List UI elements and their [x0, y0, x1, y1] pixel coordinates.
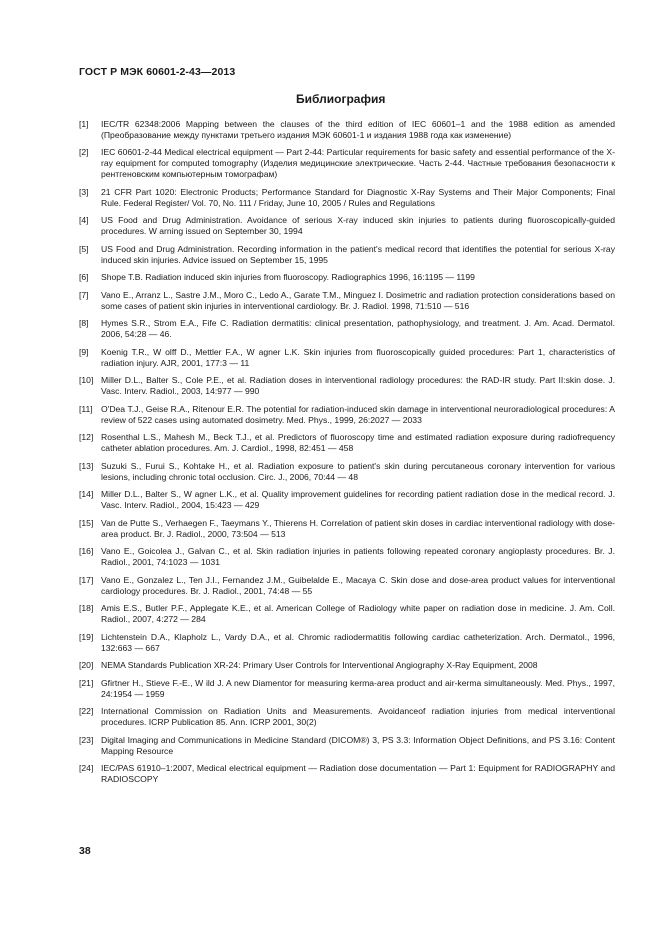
reference-text: IEC/TR 62348:2006 Mapping between the clauses of the third edition of IEC 60601–1 and the 1988 edition as amended (Преобразование между пунктами третьего издания МЭК 60601-1 и издания 1988 года как изменение) — [101, 119, 615, 140]
reference-number: [20] — [79, 660, 94, 671]
reference-item — [79, 187, 615, 209]
reference-text: Amis E.S., Butler P.F., Applegate K.E., et al. American College of Radiology white paper on radiation dose in medicine. J. Am. Coll. Radiol., 2007, 4:272 — 284 — [101, 603, 615, 625]
reference-item — [79, 347, 615, 369]
reference-text: Gfirtner H., Stieve F.-E., W ild J. A new Diamentor for measuring kerma-area product and air-kerma simultaneously. Med. Phys., 1997, 24:1954 — 1959 — [101, 677, 615, 699]
reference-text: US Food and Drug Administration. Recording information in the patient's medical record that identifies the potential for serious X-ray induced skin injuries. Advice issued on September 15, 1995 — [101, 243, 615, 265]
bibliography-list — [79, 119, 615, 792]
reference-item — [79, 318, 615, 340]
reference-item — [79, 706, 615, 728]
reference-number: [12] — [79, 432, 94, 443]
reference-item — [79, 432, 615, 454]
reference-text: Digital Imaging and Communications in Medicine Standard (DICOM®) 3, PS 3.3: Information Object Definitions, and PS 3.16: Content Mapping Resource — [101, 734, 615, 756]
reference-item — [79, 147, 615, 179]
reference-item — [79, 272, 615, 283]
reference-text: Vano E., Goicolea J., Galvan C., et al. Skin radiation injuries in patients following repeated coronary angioplasty procedures. Br. J. Radiol., 2001, 74:1023 — 1031 — [101, 546, 615, 568]
reference-item — [79, 678, 615, 700]
reference-item — [79, 290, 615, 312]
reference-number: [3] — [79, 186, 89, 197]
reference-number: [1] — [79, 119, 89, 129]
reference-item — [79, 518, 615, 540]
reference-text: Miller D.L., Balter S., Cole P.E., et al. Radiation doses in interventional radiology procedures: the RAD-IR study. Part II:skin dose. J. Vasc. Interv. Radiol., 2003, 14:977 — 990 — [101, 375, 615, 397]
reference-item — [79, 632, 615, 654]
reference-text: O'Dea T.J., Geise R.A., Ritenour E.R. The potential for radiation-induced skin damage in interventional neuroradiological procedures: A review of 522 cases using automated dosimetry. Med. Phys., 1999, 26:2027 — 2033 — [101, 403, 615, 425]
reference-number: [23] — [79, 734, 94, 745]
reference-item — [79, 215, 615, 237]
reference-item — [79, 244, 615, 266]
reference-number: [24] — [79, 763, 94, 774]
page-title: Библиография — [296, 92, 386, 106]
reference-text: Lichtenstein D.A., Klapholz L., Vardy D.A., et al. Chromic radiodermatitis following cardiac catheterization. Arch. Dermatol., 1996, 132:663 — 667 — [101, 631, 615, 653]
reference-item — [79, 546, 615, 568]
reference-number: [4] — [79, 215, 89, 226]
reference-number: [10] — [79, 375, 94, 386]
reference-number: [9] — [79, 346, 89, 357]
page-number: 38 — [79, 845, 91, 857]
reference-text: 21 CFR Part 1020: Electronic Products; Performance Standard for Diagnostic X-Ray Systems and Their Major Components; Final Rule. Federal Register/ Vol. 70, No. 111 / Friday, June 10, 2005 / Rules and Regulations — [101, 186, 615, 208]
reference-text: Koenig T.R., W olff D., Mettler F.A., W agner L.K. Skin injuries from fluoroscopically guided procedures: Part 1, characteristics of radiation injury. AJR, 2001, 177:3 — 11 — [101, 346, 615, 368]
reference-number: [8] — [79, 318, 89, 329]
reference-number: [18] — [79, 603, 94, 614]
reference-text: Miller D.L., Balter S., W agner L.K., et al. Quality improvement guidelines for recording patient radiation dose in the medical record. J. Vasc. Interv. Radiol., 2004, 15:423 — 429 — [101, 489, 615, 511]
reference-number: [16] — [79, 546, 94, 557]
reference-text: Van de Putte S., Verhaegen F., Taeymans Y., Thierens H. Correlation of patient skin doses in cardiac interventional radiology with dose-area product. Br. J. Radiol., 2000, 73:504 — 513 — [101, 517, 615, 539]
reference-text: Vano E., Arranz L., Sastre J.M., Moro C., Ledo A., Garate T.M., Minguez I. Dosimetric and radiation protection considerations based on some cases of patient skin injuries in interventional cardiology. Br. J. Radiol. 1998, 71:510 — 516 — [101, 289, 615, 311]
reference-number: [6] — [79, 272, 89, 283]
reference-item — [79, 660, 615, 671]
reference-number: [7] — [79, 289, 89, 300]
reference-item — [79, 461, 615, 483]
reference-number: [13] — [79, 460, 94, 471]
document-header: ГОСТ Р МЭК 60601-2-43—2013 — [79, 66, 236, 78]
reference-item — [79, 575, 615, 597]
reference-item — [79, 119, 615, 141]
reference-number: [22] — [79, 706, 94, 717]
reference-text: NEMA Standards Publication XR-24: Primary User Controls for Interventional Angiography X-Ray Equipment, 2008 — [101, 660, 538, 671]
reference-number: [11] — [79, 403, 93, 414]
reference-text: IEC 60601-2-44 Medical electrical equipment — Part 2-44: Particular requirements for basic safety and essential performance of the X-ray equipment for computed tomography (Изделия медицинские электрические. Часть 2-44. Частные требования безопасности к рентгеновским компьютерным томографам) — [101, 147, 615, 180]
reference-number: [5] — [79, 243, 89, 254]
reference-text: Shope T.B. Radiation induced skin injuries from fluoroscopy. Radiographics 1996, 16:1195 — 1199 — [101, 272, 475, 283]
reference-number: [2] — [79, 147, 89, 158]
reference-number: [15] — [79, 517, 94, 528]
reference-text: Vano E., Gonzalez L., Ten J.I., Fernandez J.M., Guibelalde E., Macaya C. Skin dose and dose-area product values for interventional cardiology procedures. Br. J. Radiol., 2001, 74:48 — 55 — [101, 574, 615, 596]
reference-item — [79, 735, 615, 757]
reference-number: [21] — [79, 677, 94, 688]
reference-item — [79, 375, 615, 397]
reference-text: Hymes S.R., Strom E.A., Fife C. Radiation dermatitis: clinical presentation, pathophysiology, and treatment. J. Am. Acad. Dermatol. 2006, 54:28 — 46. — [101, 318, 615, 340]
reference-item — [79, 603, 615, 625]
reference-item — [79, 489, 615, 511]
reference-text: US Food and Drug Administration. Avoidance of serious X-ray induced skin injuries to patients during fluoroscopically-guided procedures. W arning issued on September 30, 1994 — [101, 215, 615, 237]
reference-number: [14] — [79, 489, 94, 500]
reference-item — [79, 404, 615, 426]
reference-text: Suzuki S., Furui S., Kohtake H., et al. Radiation exposure to patient's skin during percutaneous coronary intervention for various lesions, including chronic total occlusion. Circ. J., 2006, 70:44 — 48 — [101, 460, 615, 482]
reference-text: IEC/PAS 61910–1:2007, Medical electrical equipment — Radiation dose documentation — Part 1: Equipment for RADIOGRAPHY and RADIOSCOPY — [101, 763, 615, 785]
reference-number: [19] — [79, 631, 94, 642]
reference-text: International Commission on Radiation Units and Measurements. Avoidanceof radiation injuries from medical interventional procedures. ICRP Publication 85. Ann. ICRP 2001, 30(2) — [101, 706, 615, 728]
reference-text: Rosenthal L.S., Mahesh M., Beck T.J., et al. Predictors of fluoroscopy time and estimated radiation exposure during radiofrequency catheter ablation procedures. Am. J. Cardiol., 1998, 82:451 — 458 — [101, 432, 615, 454]
reference-number: [17] — [79, 574, 94, 585]
reference-item — [79, 763, 615, 785]
